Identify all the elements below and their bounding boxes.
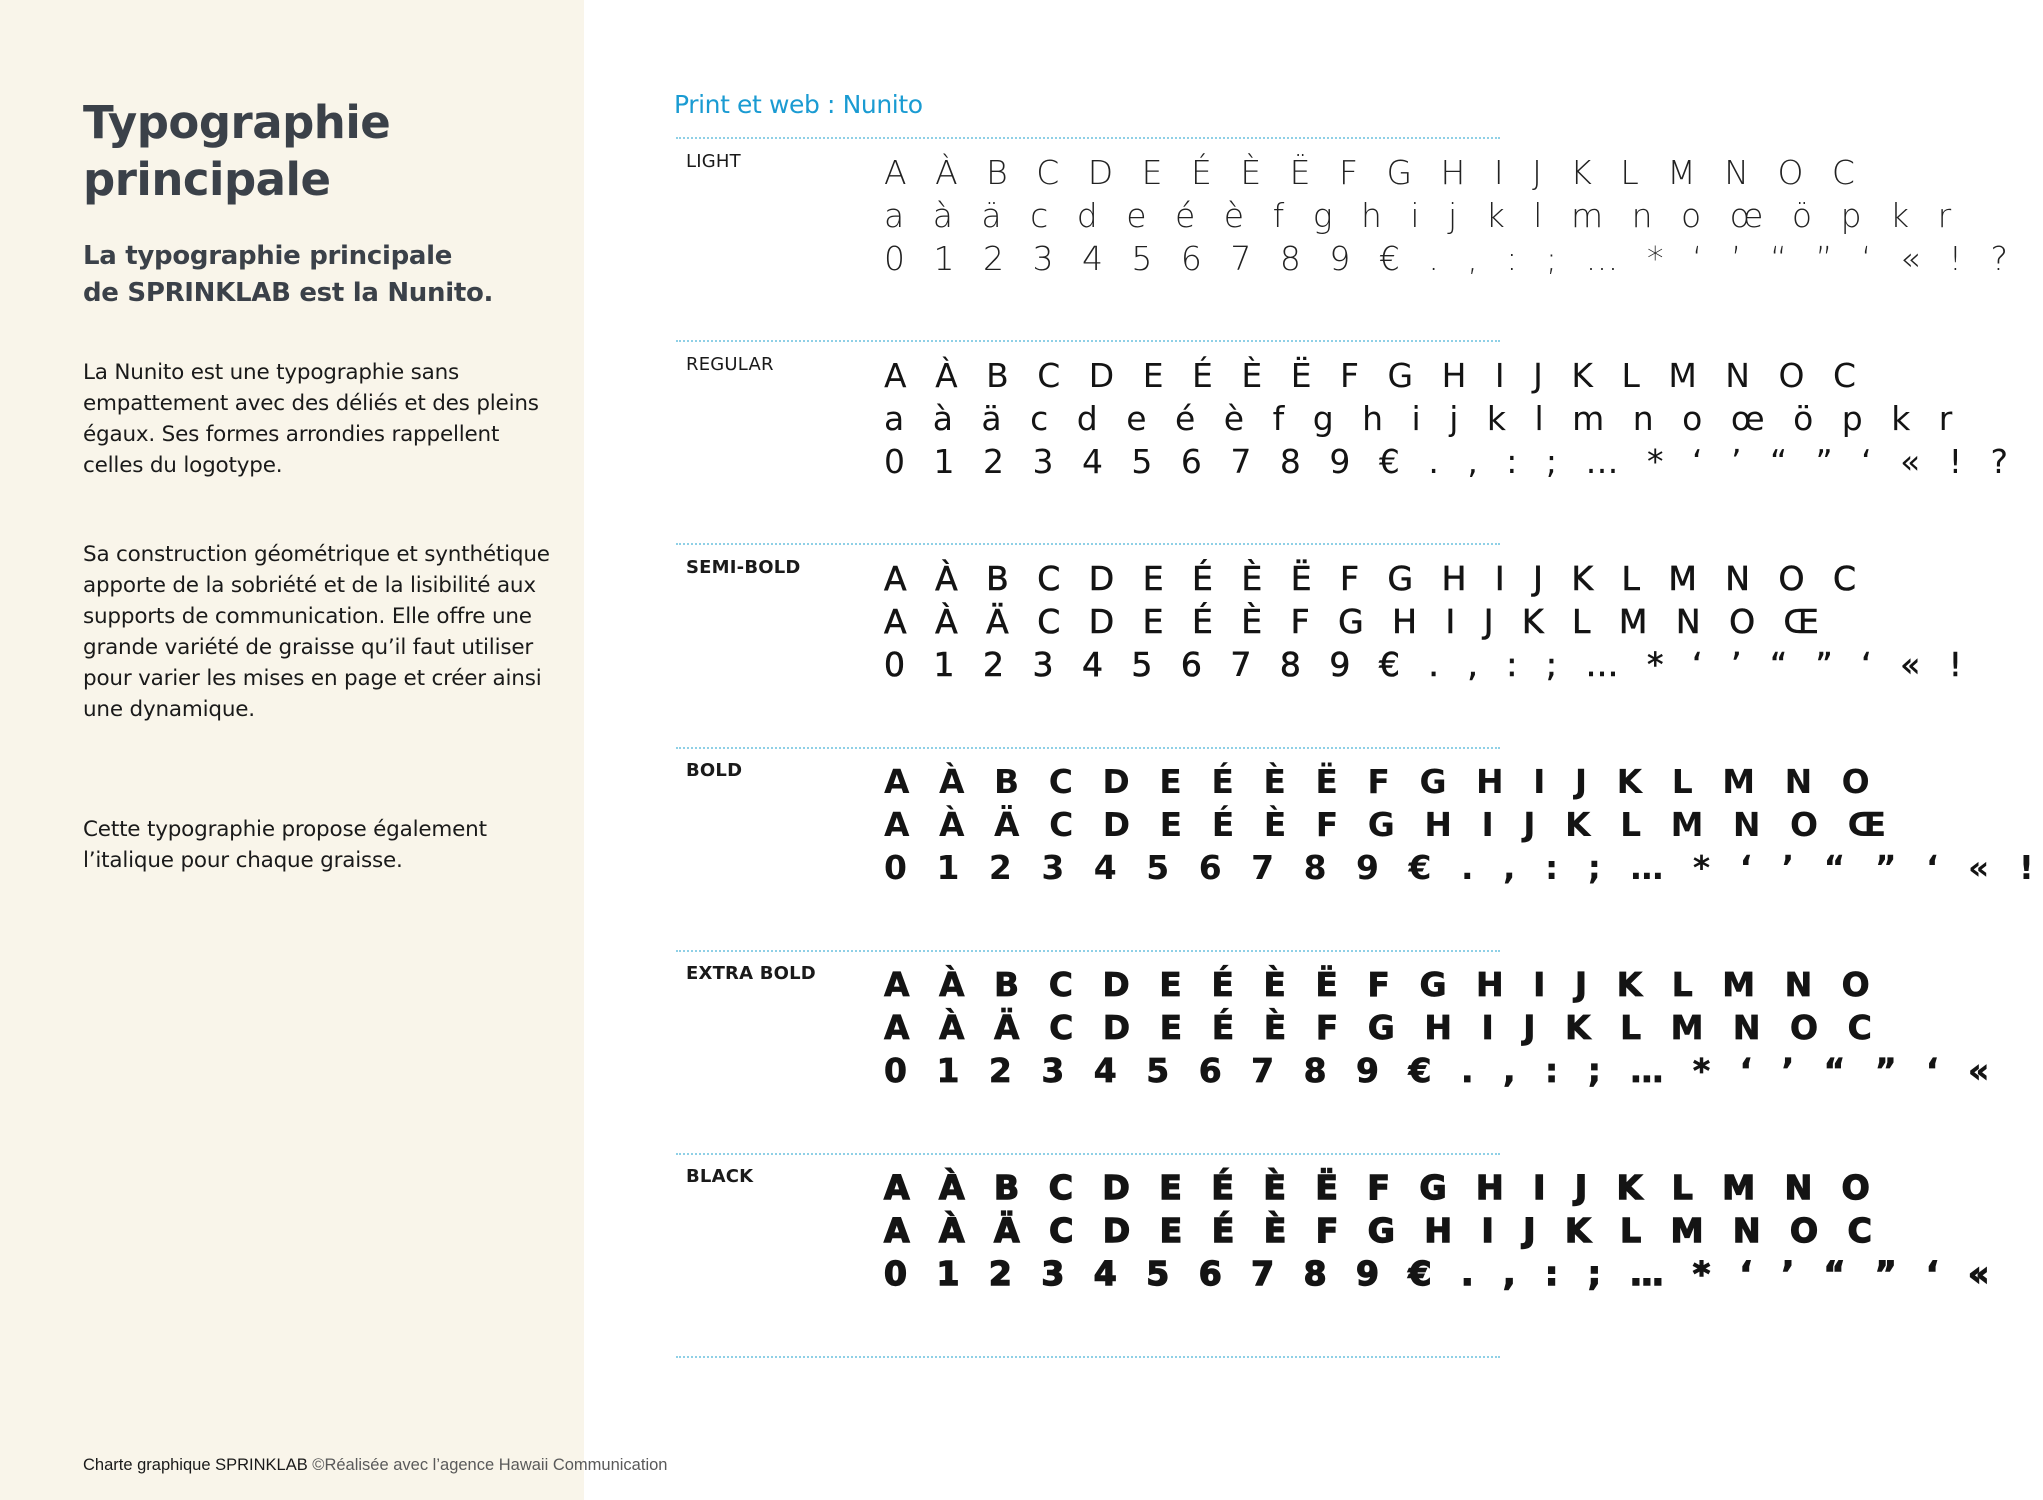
weight-label-black: BLACK [686,1166,754,1187]
specimen-bold [884,760,2043,889]
specimen-line: a à ä c d e é è f g h i j k l m n o œ ö p k r [884,399,1962,438]
divider [676,543,1500,545]
weight-label-extrabold: EXTRA BOLD [686,963,816,984]
page-title [83,94,390,208]
weight-label-regular: REGULAR [686,354,774,375]
specimen-black [884,1166,1999,1295]
specimen-line: A À B C D E É È Ë F G H I J K L M N O C [884,559,1865,598]
footer-credit: ©Réalisée avec l’agence Hawaii Communication [307,1456,668,1474]
paragraph-italic: Cette typographie propose également l’italique pour chaque graisse. [83,817,487,873]
specimen-line: 0 1 2 3 4 5 6 7 8 9 € . , : ; … * ‘ ’ “ ” ‘ « ! [884,645,1972,684]
specimen-line: A À B C D E É È Ë F G H I J K L M N O [884,1168,1879,1207]
specimen-line: 0 1 2 3 4 5 6 7 8 9 € . , : ; … * ‘ ’ “ ” ‘ « ! ? [884,442,2018,481]
specimen-line: a à ä c d e é è f g h i j k l m n o œ ö p k r [884,196,1961,235]
specimen-extrabold [884,963,1999,1092]
specimen-regular [884,354,2018,483]
specimen-line: A À B C D E É È Ë F G H I J K L M N O [884,965,1879,1004]
divider [676,1356,1500,1358]
specimen-line: A À B C D E É È Ë F G H I J K L M N O [884,762,1879,801]
divider [676,950,1500,952]
specimen-line: A À Ä C D E É È F G H I J K L M N O Œ [884,602,1828,641]
paragraph-description: La Nunito est une typographie sans empattement avec des déliés et des pleins égaux. Ses formes arrondies rappellent celles du logotype. [83,360,539,478]
weight-label-semibold: SEMI-BOLD [686,557,801,578]
weight-label-light: LIGHT [686,151,741,172]
intro-panel [0,0,584,1500]
title-line-2: principale [83,153,331,206]
page-footer [83,1456,667,1475]
section-title: Print et web : Nunito [674,90,923,119]
divider [676,1153,1500,1155]
specimen-line: 0 1 2 3 4 5 6 7 8 9 € . , : ; … * ‘ ’ “ ” ‘ « ! ? [884,239,2018,278]
paragraph-construction: Sa construction géométrique et synthétique apporte de la sobriété et de la lisibilité aux supports de communication. Elle offre une grande variété de graisse qu’il faut utiliser pour varier les mises en page et créer ainsi une dynamique. [83,542,550,722]
specimen-line: A À B C D E É È Ë F G H I J K L M N O C [884,356,1865,395]
specimen-line: A À Ä C D E É È F G H I J K L M N O C [884,1211,1881,1250]
specimen-line: 0 1 2 3 4 5 6 7 8 9 € . , : ; … * ‘ ’ “ ” ‘ « [884,1051,1999,1090]
specimen-line: A À B C D E É È Ë F G H I J K L M N O C [884,153,1864,192]
specimen-line: 0 1 2 3 4 5 6 7 8 9 € . , : ; … * ‘ ’ “ ” ‘ « ! [884,848,2043,887]
divider [676,747,1500,749]
specimen-line: 0 1 2 3 4 5 6 7 8 9 € . , : ; … * ‘ ’ “ ” ‘ « [884,1254,1999,1293]
divider [676,137,1500,139]
subtitle-line-2: de SPRINKLAB est la Nunito. [83,278,494,308]
divider [676,340,1500,342]
weight-label-bold: BOLD [686,760,743,781]
specimen-light [884,151,2018,280]
specimen-line: A À Ä C D E É È F G H I J K L M N O Œ [884,805,1896,844]
page-subtitle [83,238,553,312]
footer-brand: Charte graphique SPRINKLAB [83,1456,308,1474]
specimen-semibold [884,557,1972,686]
subtitle-line-1: La typographie principale [83,241,453,271]
title-line-1: Typographie [83,96,391,149]
specimen-line: A À Ä C D E É È F G H I J K L M N O C [884,1008,1881,1047]
